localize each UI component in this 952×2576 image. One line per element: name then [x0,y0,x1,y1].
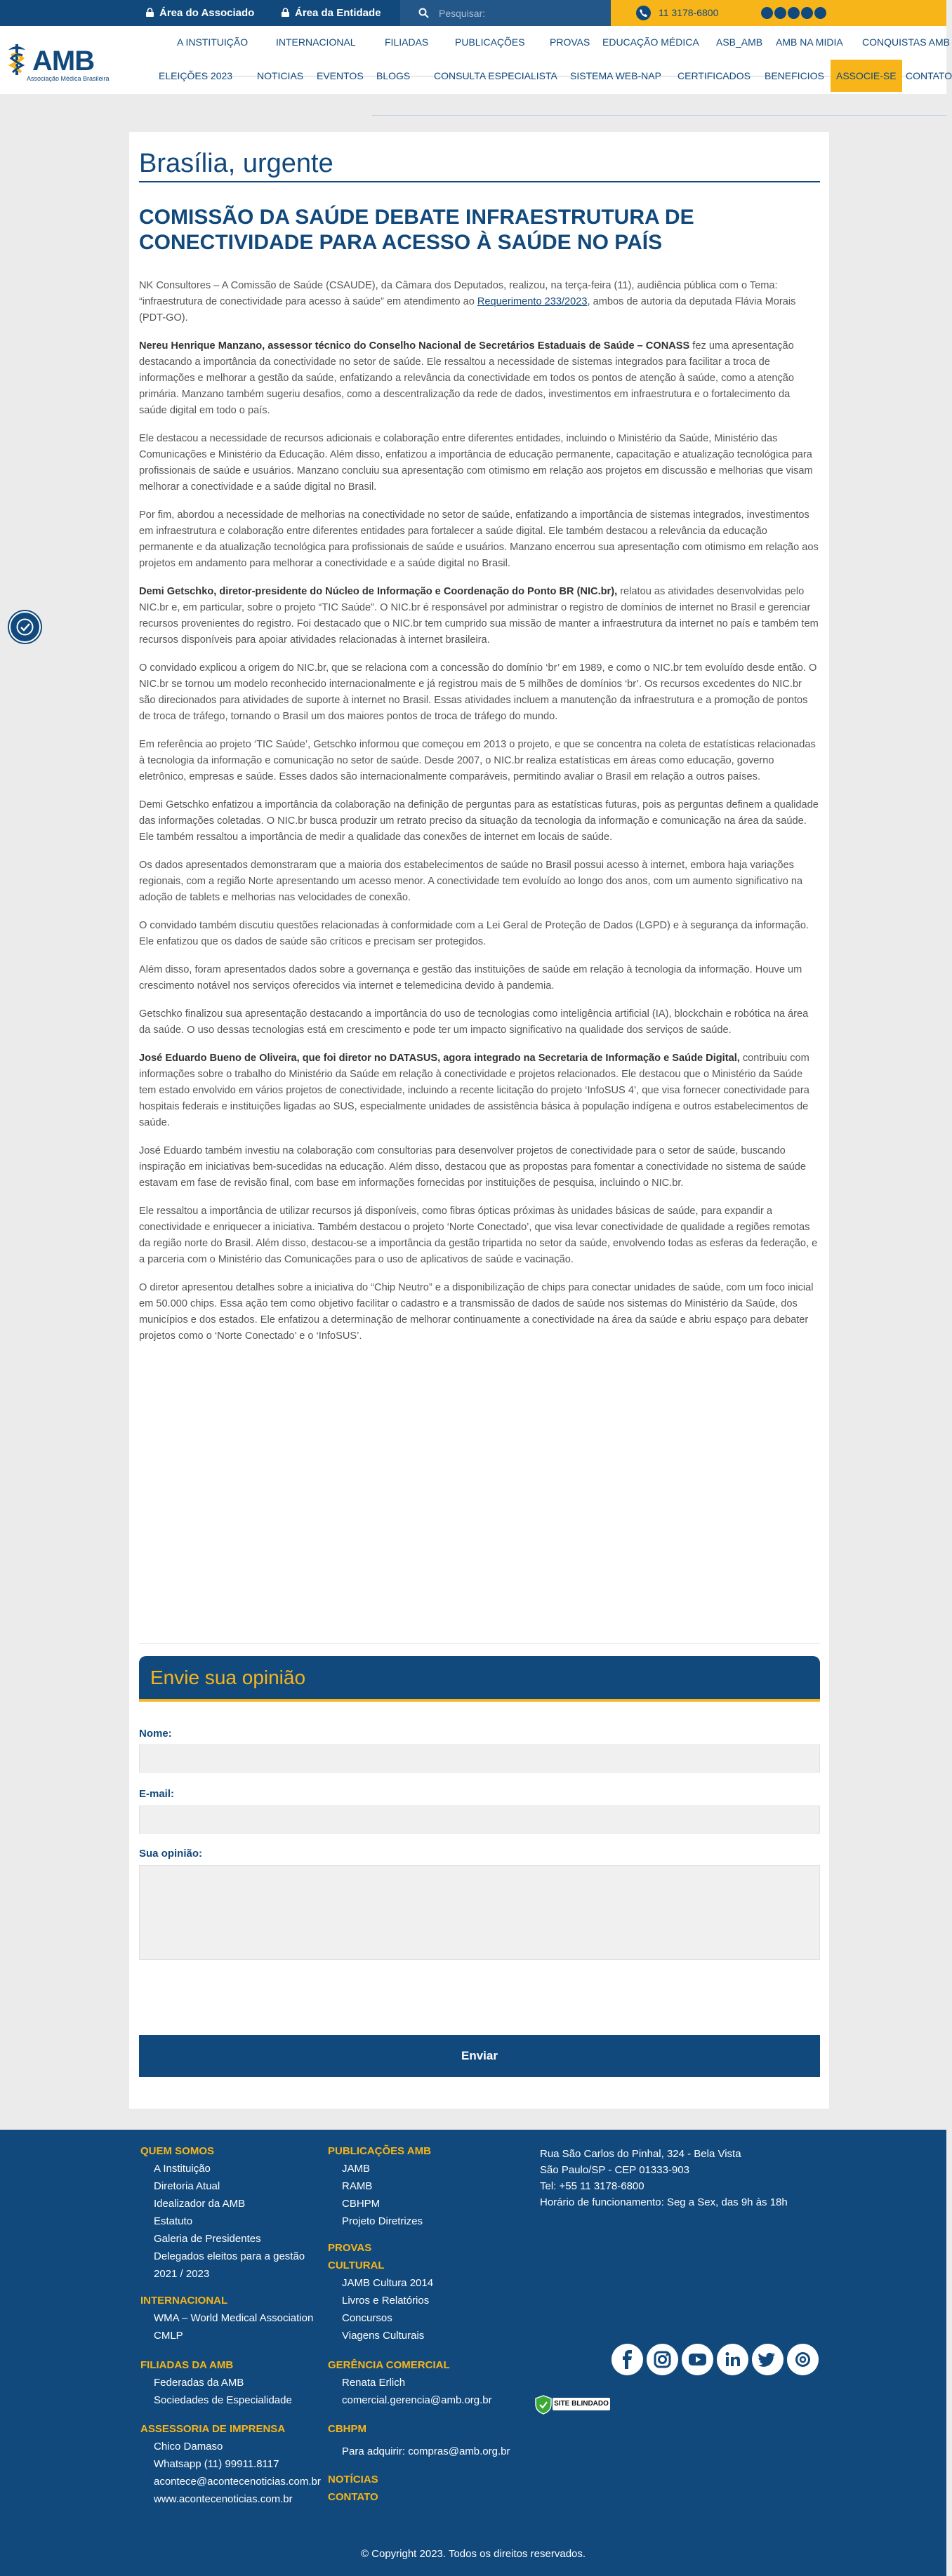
opinion-form-header [139,1656,820,1702]
site-blindado-label: SITE BLINDADO [553,2398,610,2410]
twitter-icon[interactable] [752,2344,784,2375]
footer-heading-quem-somos[interactable]: QUEM SOMOS [140,2145,215,2157]
twitter-icon[interactable] [814,7,826,19]
footer-text[interactable]: Whatsapp (11) 99911.8117 [154,2458,279,2470]
footer-link[interactable]: Livros e Relatórios [342,2295,430,2307]
search-input[interactable] [439,4,600,22]
nav-internacional[interactable]: INTERNACIONAL [276,36,356,48]
footer-heading-noticias[interactable]: NOTÍCIAS [328,2474,378,2485]
speaker-name: Nereu Henrique Manzano, assessor técnico do Conselho Nacional de Secretários Estaduais de Saúde – CONASS [139,340,690,352]
paragraph: Por fim, abordou a necessidade de melhorias na conectividade no setor de saúde, enfatizando a importância de sistemas integrados, investimentos em infraestrutura e colaboração entre diferentes entidades para fortalecer a saúde digital. Ele também destacou a relevância da educação permanente e da atualização tecnológica para profissionais de saúde e usuários. Manzano encerrou sua apresentação com otimismo em relação aos projetos em andamento para melhorar a conectividade e a saúde digital no Brasil. [139,509,819,569]
form-divider [139,1643,820,1644]
requerimento-link[interactable]: Requerimento 233/2023 [477,296,588,307]
paragraph: O convidado explicou a origem do NIC.br, que se relaciona com a concessão do domínio ‘br’ em 1989, e como o NIC.br tem evoluído desde então. O NIC.br se tornou um modelo reconhecido internacionalmente e já registrou mais de 5 milhões de domínios ‘br’. Os recursos excedentes do NIC.br são direcionados para atividades de suporte à internet no Brasil. Essas atividades incluem a manutenção da infraestrutura e a promoção de pontos de troca de tráfego, tornando o Brasil um dos maiores pontos de troca de tráfego do mundo. [139,662,817,722]
footer-text: Chico Damaso [154,2441,223,2452]
message-label: Sua opinião: [139,1848,202,1860]
footer-link[interactable]: Federadas da AMB [154,2377,244,2389]
area-entidade-link[interactable] [281,0,381,26]
paragraph: O diretor apresentou detalhes sobre a iniciativa do “Chip Neutro” e a disponibilização de chips para conectar unidades de saúde, com um foco inicial em 50.000 chips. Essa ação tem como objetivo facilitar o cadastro e a transmissão de dados de saúde nos sistemas do Ministério da Saúde, dos municípios e dos estados. Ele enfatizou a determinação de melhorar continuamente a conectividade na área da saúde e abriu espaço para debater projetos como o ‘Norte Conectado’ e o ‘InfoSUS’. [139,1282,814,1342]
paragraph: O convidado também discutiu questões relacionadas à conformidade com a Lei Geral de Proteção de Dados (LGPD) e à segurança da informação. Ele enfatizou que os dados de saúde são críticos e precisam ser protegidos. [139,920,809,947]
paragraph [139,278,820,326]
instagram-icon[interactable] [647,2344,678,2375]
accessibility-button[interactable] [9,611,41,643]
footer-heading-cultural[interactable]: CULTURAL [328,2260,385,2271]
paragraph [139,338,820,419]
footer-link[interactable]: Sociedades de Especialidade [154,2394,292,2406]
paragraph: José Eduardo também investiu na colaboração com consultorias para desenvolver projetos de conectividade para o setor de saúde, buscando inspiração em iniciativas bem-sucedidas na educação. Além disso, destacou que as propostas para fomentar a conectividade no sistema de saúde estavam em fase de revisão final, com base em informações fornecidas por instituições de pesquisa, incluindo o NIC.br. [139,1145,806,1189]
nav-eventos[interactable]: EVENTOS [317,70,364,81]
nav-divider [372,115,946,116]
header [0,26,952,94]
phone-number[interactable]: 11 3178-6800 [659,7,719,18]
nav-filiadas[interactable]: FILIADAS [385,36,429,48]
logo-text: AMB [32,46,95,76]
nav-associe-se[interactable]: ASSOCIE-SE [831,60,902,92]
area-entidade-label: Área da Entidade [295,7,381,19]
paragraph [139,1050,820,1131]
accessibility-icon [11,613,39,641]
article-title: COMISSÃO DA SAÚDE DEBATE INFRAESTRUTURA DE CONECTIVIDADE PARA ACESSO À SAÚDE NO PAÍS [139,206,694,254]
footer-heading-imprensa[interactable]: ASSESSORIA DE IMPRENSA [140,2423,286,2435]
footer-link[interactable]: Para adquirir: compras@amb.org.br [342,2445,510,2457]
address-line: São Paulo/SP - CEP 01333-903 [540,2164,689,2176]
footer-link[interactable]: www.acontecenoticias.com.br [154,2493,293,2505]
nav-conquistas[interactable]: CONQUISTAS AMB [862,36,950,48]
email-field[interactable] [139,1806,820,1834]
footer-link[interactable]: Idealizador da AMB [154,2198,246,2210]
paragraph-text: relatou as atividades desenvolvidas pelo NIC.br e, em particular, sobre o projeto “TIC Saúde”. O NIC.br é responsável por administrar o registro de domínios de internet no Brasil e gerenciar recursos provenientes do registro. Foi destacado que o NIC.br tem cumprido sua missão de manter a infraestrutura da internet no país e também tem recursos disponíveis para apoiar atividades relacionadas à internet brasileira. [139,586,819,646]
section-title: Brasília, urgente [139,149,333,178]
site-blindado-seal[interactable] [535,2394,616,2416]
send-button[interactable]: Enviar [139,2035,820,2077]
nav-instituicao[interactable]: A INSTITUIÇÃO [177,36,249,48]
youtube-icon[interactable] [788,7,800,19]
nav-amb-na-midia[interactable]: AMB NA MIDIA [776,36,843,48]
amb-logo[interactable] [0,39,112,82]
message-textarea[interactable] [139,1865,820,1960]
footer-heading-filiadas[interactable]: FILIADAS DA AMB [140,2359,234,2371]
address-line: Horário de funcionamento: Seg a Sex, das 9h às 18h [540,2196,788,2208]
phone-icon [636,6,651,20]
search-icon[interactable] [418,8,429,18]
footer-link[interactable]: Viagens Culturais [342,2330,425,2342]
paragraph-text: fez uma apresentação destacando a importância da conectividade no setor de saúde. Ele ressaltou a necessidade de sistemas integrados para facilitar a troca de informações e melhorar a gestão da saúde, enfatizando a relevância da conectividade em todos os pontos de atenção à saúde, como a atenção primária. Manzano também sugeriu desafios, como a descentralização da rede de dados, investimentos em infraestrutura e o fortalecimento da saúde digital em todo o país. [139,340,794,416]
caduceus-icon [3,43,31,76]
paragraph: Getschko finalizou sua apresentação destacando a importância do uso de tecnologias como inteligência artificial (IA), blockchain e robótica na área da saúde. O uso dessas tecnologias está em crescimento e pode ter um impacto significativo na qualidade dos serviços de saúde. [139,1008,809,1036]
footer-link[interactable]: CBHPM [342,2198,381,2210]
instagram-icon[interactable] [774,7,786,19]
footer-link[interactable]: CMLP [154,2330,183,2342]
speaker-name: Demi Getschko, diretor-presidente do Núcleo de Informação e Coordenação do Ponto BR (NIC.br), [139,586,618,597]
search-box [400,0,611,26]
nav-blogs[interactable]: BLOGS [376,70,411,81]
footer-link[interactable]: Delegados eleitos para a gestão [154,2250,305,2262]
footer-link[interactable]: A Instituição [154,2163,211,2175]
footer-text: Renata Erlich [342,2377,406,2389]
paragraph: Ele ressaltou a importância de utilizar recursos já disponíveis, como fibras ópticas próximas às unidades básicas de saúde, para expandir a conectividade e enriquecer a iniciativa. Também destacou o projeto ‘Norte Conectado’, que visa levar conectividade de qualidade a regiões remotas da região norte do Brasil. Além disso, destacou-se a importância da gestão tripartida no setor da saúde, envolvendo todas as esferas da federação, e a parceria com o Ministério das Comunicações para o uso de aplicativos de saúde e vacinação. [139,1206,818,1265]
footer [0,2130,946,2576]
footer-heading-internacional[interactable]: INTERNACIONAL [140,2295,228,2307]
facebook-icon[interactable] [761,7,773,19]
footer-address [540,2146,788,2210]
paragraph [139,584,820,648]
footer-heading-comercial[interactable]: GERÊNCIA COMERCIAL [328,2359,450,2371]
paragraph: Em referência ao projeto ‘TIC Saúde’, Getschko informou que começou em 2013 o projeto, e que se concentra na coleta de estatísticas relacionadas à tecnologia da informação e comunicação no setor de saúde. Desde 2007, o NIC.br realiza estatísticas em áreas como educação, governo eletrônico, empresas e saúde. Esses dados são internacionalmente comparáveis, permitindo avaliar o Brasil em relação a outros países. [139,739,816,782]
paragraph-text: NK Consultores – A Comissão de Saúde (CSAUDE), da Câmara dos Deputados, realizou, na terça-feira (11), audiência pública com o Tema: “infraestrutura de conectividade para acesso à saúde” em atendimento ao [139,280,778,307]
paragraph-text: , ambos de autoria da deputada Flávia Morais (PDT-GO). [139,296,796,323]
footer-link[interactable]: RAMB [342,2180,373,2192]
footer-link[interactable]: Projeto Diretrizes [342,2215,423,2227]
footer-link[interactable]: Galeria de Presidentes [154,2233,261,2245]
footer-heading-contato[interactable]: CONTATO [328,2491,378,2503]
email-label: E-mail: [139,1788,175,1800]
paragraph: Os dados apresentados demonstraram que a maioria dos estabelecimentos de saúde no Brasil possui acesso à internet, embora haja variações regionais, com a região Norte apresentando um acesso menor. A conectividade tem evoluído ao longo dos anos, com um aumento significativo na adoção de tablets e melhorias nas velocidades de conexão. [139,860,803,903]
linkedin-icon[interactable] [801,7,813,19]
nav-educacao-medica[interactable]: EDUCAÇÃO MÉDICA [602,36,699,48]
footer-link[interactable]: JAMB Cultura 2014 [342,2277,434,2289]
footer-link[interactable]: Estatuto [154,2215,193,2227]
threads-icon[interactable] [787,2344,819,2375]
speaker-name: José Eduardo Bueno de Oliveira, que foi diretor no DATASUS, agora integrado na Secretaria de Informação e Saúde Digital, [139,1053,740,1064]
copyright: © Copyright 2023. Todos os direitos reservados. [360,2548,586,2560]
name-field[interactable] [139,1744,820,1773]
nav-publicacoes[interactable]: PUBLICAÇÕES [455,36,525,48]
article-body [139,278,820,1356]
area-associado-link[interactable] [145,0,254,26]
nav-noticias[interactable]: NOTICIAS [257,70,304,81]
nav-eleicoes[interactable]: ELEIÇÕES 2023 [159,70,233,81]
paragraph-text: contribuiu com informações sobre o trabalho do Ministério da Saúde em relação à conectividade e projetos relacionados. Ele destacou que o Ministério da Saúde tem estado envolvido em vários projetos de conectividade, incluindo a recente licitação do projeto ‘InfoSUS 4’, que visa fornecer conectividade para hospitais federais e instituições ligadas ao SUS, especialmente unidades de assistência básica à população indígena e outros estabelecimentos de saúde. [139,1053,809,1128]
linkedin-icon[interactable] [717,2344,748,2375]
nav-sistema-web-nap[interactable]: SISTEMA WEB-NAP [570,70,661,81]
nav-consulta-especialista[interactable]: CONSULTA ESPECIALISTA [434,70,557,81]
address-line: Tel: +55 11 3178-6800 [540,2180,644,2192]
address-line: Rua São Carlos do Pinhal, 324 - Bela Vista [540,2148,741,2160]
footer-link[interactable]: Diretoria Atual [154,2180,220,2192]
section-rule [139,181,820,182]
area-associado-label: Área do Associado [159,7,255,19]
contact-box [611,0,946,26]
footer-heading-publicacoes[interactable]: PUBLICAÇÕES AMB [328,2145,431,2157]
lock-icon [145,8,154,17]
nav-provas[interactable]: PROVAS [550,36,590,48]
nav-certificados[interactable]: CERTIFICADOS [677,70,751,81]
paragraph: Ele destacou a necessidade de recursos adicionais e colaboração entre diferentes entidades, incluindo o Ministério da Saúde, Ministério das Comunicações e Ministério da Educação. Além disso, enfatizou a importância de educação permanente, capacitação e atualização tecnológica para profissionais de saúde e usuários. Manzano concluiu sua apresentação com otimismo em relação aos projetos em discussão e melhorias que visam melhorar a conectividade e a saúde digital no Brasil. [139,433,813,493]
paragraph: Além disso, foram apresentados dados sobre a governança e gestão das instituições de saúde em relação à tecnologia da informação. Houve um crescimento notável nos serviços oferecidos via internet e telemedicina devido à pandemia. [139,964,802,992]
footer-link[interactable]: 2021 / 2023 [154,2268,210,2280]
opinion-form-title: Envie sua opinião [150,1667,306,1688]
footer-link[interactable]: WMA – World Medical Association [154,2312,314,2324]
footer-heading-provas[interactable]: PROVAS [328,2242,372,2254]
lock-icon [281,8,290,17]
facebook-icon[interactable] [611,2344,643,2375]
footer-link[interactable]: Concursos [342,2312,392,2324]
paragraph: Demi Getschko enfatizou a importância da colaboração na definição de perguntas para as estatísticas futuras, pois as perguntas definem a qualidade das informações coletadas. O NIC.br busca produzir um retrato preciso da situação da tecnologia da informação e comunicação na área da saúde. Ele também ressaltou a importância de medir a qualidade das conexões de internet em locais de saúde. [139,799,819,843]
footer-link[interactable]: JAMB [342,2163,371,2175]
nav-contato[interactable]: CONTATO [906,70,952,81]
footer-link[interactable]: comercial.gerencia@amb.org.br [342,2394,492,2406]
article-card [129,132,829,2109]
shield-icon [535,2395,552,2415]
footer-link[interactable]: acontece@acontecenoticias.com.br [154,2476,321,2488]
footer-heading-cbhpm[interactable]: CBHPM [328,2423,366,2435]
top-bar [0,0,946,26]
nav-beneficios[interactable]: BENEFICIOS [765,70,824,81]
youtube-icon[interactable] [682,2344,713,2375]
logo-subtitle: Associação Médica Brasileira [27,75,110,82]
nav-asb-amb[interactable]: ASB_AMB [716,36,763,48]
name-label: Nome: [139,1728,172,1740]
